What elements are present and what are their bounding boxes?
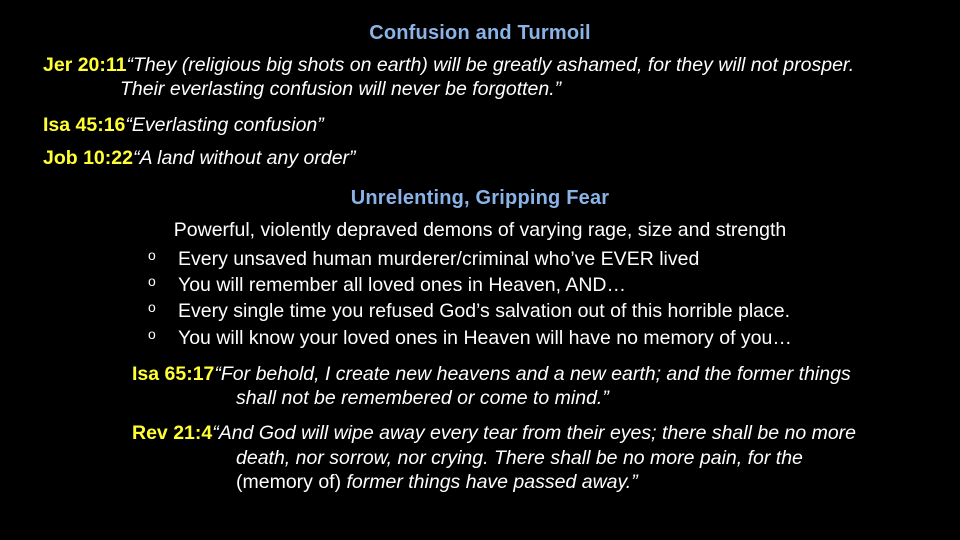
verse-text-parenthetical: (memory of) — [236, 471, 342, 494]
bullet-marker-icon: o — [148, 247, 156, 264]
verse-isa-45-16 — [24, 114, 936, 138]
verse-jer-20-11 — [24, 54, 936, 102]
list-item-label: You will remember all loved ones in Heaven, AND… — [178, 274, 626, 297]
verse-text: “For behold, I create new heavens and a new earth; and the former things shall not be remembered or come to mind.” — [214, 362, 851, 409]
list-item — [142, 298, 936, 324]
verse-reference: Job 10:22 — [43, 147, 133, 170]
bullet-marker-icon: o — [148, 299, 156, 316]
bullet-marker-icon: o — [148, 325, 156, 342]
list-item-label: You will know your loved ones in Heaven will have no memory of you… — [178, 326, 792, 349]
section2-lead-text: Powerful, violently depraved demons of varying rage, size and strength — [173, 219, 787, 242]
section-title-fear: Unrelenting, Gripping Fear — [350, 187, 610, 210]
list-item — [142, 246, 936, 272]
verse-text-part2: former things have passed away.” — [341, 471, 638, 494]
verse-text-part1: “And God will wipe away every tear from their eyes; there shall be no more death, nor sorrow, nor crying. There shall be no more pain, for the — [212, 422, 857, 469]
verse-reference: Isa 65:17 — [132, 362, 215, 385]
verse-text: “Everlasting confusion” — [125, 113, 324, 136]
list-item-label: Every single time you refused God’s salvation out of this horrible place. — [178, 300, 791, 323]
verse-text: “They (religious big shots on earth) will be greatly ashamed, for they will not prosper. Their everlasting confusion will never be forgotten.” — [120, 54, 855, 100]
bullet-marker-icon: o — [148, 273, 156, 290]
list-item — [142, 272, 936, 298]
verse-text: “A land without any order” — [132, 147, 356, 170]
list-item — [142, 325, 936, 351]
list-item-label: Every unsaved human murderer/criminal who’ve EVER lived — [178, 248, 700, 271]
verse-reference: Rev 21:4 — [132, 422, 213, 445]
verse-isa-65-17 — [24, 362, 936, 411]
verse-reference: Isa 45:16 — [43, 113, 126, 136]
verse-job-10-22 — [24, 147, 936, 171]
fear-bullet-list — [24, 246, 936, 351]
verse-reference: Jer 20:11 — [43, 54, 127, 76]
section-title-confusion: Confusion and Turmoil — [369, 22, 591, 44]
verse-rev-21-4 — [24, 421, 936, 494]
